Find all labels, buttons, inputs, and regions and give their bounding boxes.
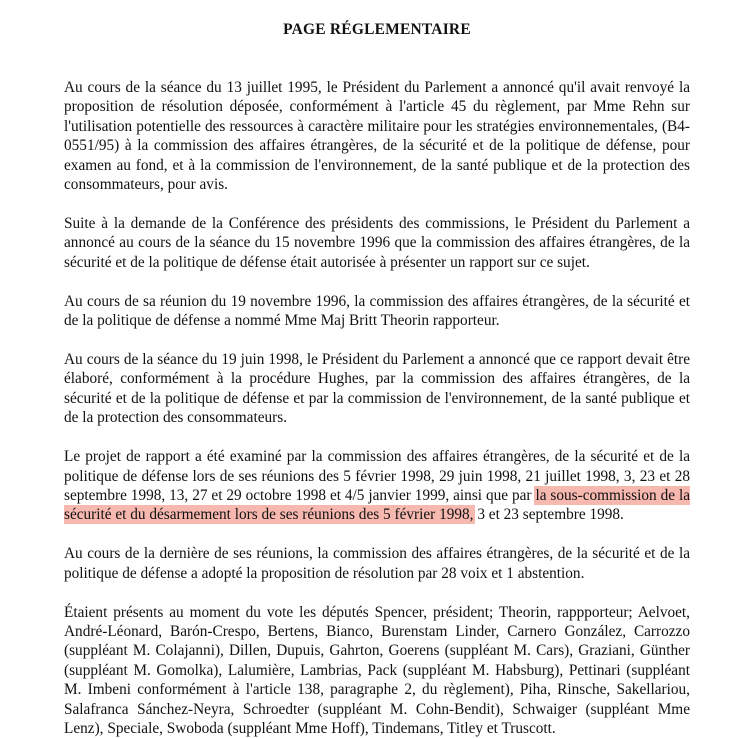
document-page (64, 0, 690, 738)
paragraph-authorization: Suite à la demande de la Conférence des présidents des commissions, le Président du Parlement a annoncé au cours de la séance du 15 novembre 1996 que la commission des affaires étrangères, de la sécurité et de la politique de défense était autorisée à présenter un rapport sur ce sujet. (64, 214, 690, 271)
highlighted-subcommission-text: la sous-commission de la sécurité et du désarmement lors de ses réunions des 5 février 1998, (64, 486, 690, 524)
examination-text-after: 3 et 23 septembre 1998. (473, 506, 624, 524)
paragraph-attendees: Étaient présents au moment du vote les députés Spencer, président; Theorin, rappporteur; Aelvoet, André-Léonard, Barón-Crespo, Bertens, Bianco, Burenstam Linder, Carnero González, Carrozzo (suppléant M. Colajanni), Dillen, Dupuis, Gahrton, Goerens (suppléant M. Cars), Graziani, Günther (suppléant M. Gomolka), Lalumière, Lambrias, Pack (suppléant M. Habsburg), Pettinari (suppléant M. Imbeni conformément à l'article 138, paragraphe 2, du règlement), Piha, Rinsche, Sakellariou, Salafranca Sánchez-Neyra, Schroedter (suppléant M. Cohn-Bendit), Schwaiger (suppléant Mme Lenz), Speciale, Swoboda (suppléant Mme Hoff), Tindemans, Titley et Truscott. (64, 603, 690, 737)
paragraph-adoption: Au cours de la dernière de ses réunions, la commission des affaires étrangères, de la sécurité et de la politique de défense a adopté la proposition de résolution par 28 voix et 1 abstention. (64, 545, 690, 582)
page-title: PAGE RÉGLEMENTAIRE (283, 21, 471, 38)
paragraph-referral: Au cours de la séance du 13 juillet 1995, le Président du Parlement a annoncé qu'il avait renvoyé la proposition de résolution déposée, conformément à l'article 45 du règlement, par Mme Rehn sur l'utilisation potentielle des ressources à caractère militaire pour les stratégies environnementales, (B4-0551/95) à la commission des affaires étrangères, de la sécurité et de la politique de défense, pour examen au fond, et à la commission de l'environnement, de la santé publique et de la protection des consommateurs, pour avis. (64, 79, 690, 194)
examination-text-before: Le projet de rapport a été examiné par la commission des affaires étrangères, de la sécurité et de la politique de défense lors de ses réunions des 5 février 1998, 29 juin 1998, 21 juillet 1998, 3, 23 et 28 septembre 1998, 13, 27 et 29 octobre 1998 et 4/5 janvier 1999, ainsi que par (64, 448, 690, 504)
paragraph-examination (64, 447, 690, 525)
paragraph-rapporteur: Au cours de sa réunion du 19 novembre 1996, la commission des affaires étrangères, de la sécurité et de la politique de défense a nommé Mme Maj Britt Theorin rapporteur. (64, 292, 690, 330)
paragraph-hughes-procedure: Au cours de la séance du 19 juin 1998, le Président du Parlement a annoncé que ce rapport devait être élaboré, conformément à la procédure Hughes, par la commission des affaires étrangères, de la sécurité et de la politique de défense et par la commission de l'environnement, de la santé publique et de la protection des consommateurs. (64, 350, 690, 427)
